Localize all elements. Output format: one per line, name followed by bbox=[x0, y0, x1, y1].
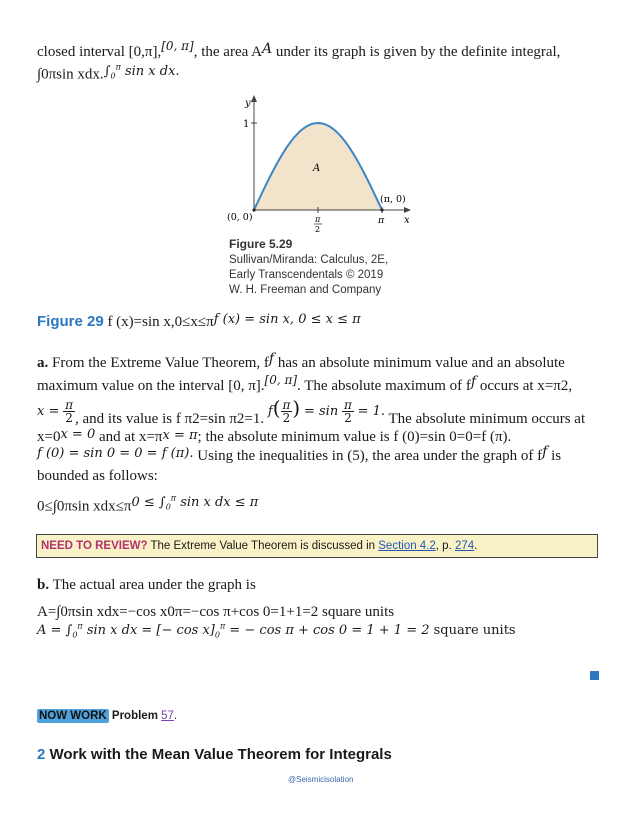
section-4-2-link[interactable]: Section 4.2 bbox=[378, 540, 436, 552]
part-a-line-1: a. From the Extreme Value Theorem, ff has an absolute minimum value and an absolute bbox=[37, 351, 565, 371]
page-274-link[interactable]: 274 bbox=[454, 540, 475, 552]
y-axis-arrow bbox=[251, 95, 257, 102]
end-point-label: (π, 0) bbox=[380, 194, 406, 205]
section-number: 2 bbox=[37, 746, 46, 763]
intro-line-2: ∫0πsin $xdx.\int_0^\pi$ sin x dx. bbox=[37, 63, 180, 83]
y-tick-label: 1 bbox=[243, 119, 250, 130]
part-a-line-4: x=0x = 0 and at x=πx = π; the absolute minimum value is f (0)=sin 0=0=f (π). bbox=[37, 427, 512, 445]
region-label: A bbox=[313, 163, 321, 174]
part-a-line-3: x = $\frac{\pi}{2}$ , and its value is f π2=sin π2=1. f( $\frac{\pi}{2}$ ) = sin $\frac{\pi}{2}$ = 1. The absolute minimum occurs at bbox=[37, 396, 586, 427]
end-of-example-marker bbox=[590, 671, 599, 680]
origin-label: (0, 0) bbox=[227, 212, 253, 223]
x-tick-mid-num: π bbox=[315, 215, 321, 224]
review-note: NEED TO REVIEW? The Extreme Value Theorem is discussed in Section 4.2, p. 274. bbox=[36, 534, 598, 558]
origin-point bbox=[252, 208, 255, 211]
part-a-line-6: bounded as follows: bbox=[37, 468, 158, 484]
part-a-line-2: maximum value on the interval [0, π].[0, π]. The absolute maximum of ff occurs at x=π2, bbox=[37, 373, 573, 394]
end-point bbox=[380, 208, 383, 211]
part-b-line-1: b. The actual area under the graph is bbox=[37, 577, 256, 593]
caption-title: Figure 5.29 bbox=[229, 237, 293, 251]
intro-line-1: closed interval [0,π],[0, π], the area AA under its graph is given by the definite integral, bbox=[37, 39, 561, 60]
x-axis-label: x bbox=[404, 215, 410, 226]
review-note-tag: NEED TO REVIEW? bbox=[41, 540, 148, 552]
caption-line-2: Sullivan/Miranda: Calculus, 2E, bbox=[229, 254, 389, 266]
part-a-inequality: 0≤∫0πsin $xdx\le\pi 0 \le \int_0^\pi$ sin x dx ≤ π bbox=[37, 494, 259, 515]
section-heading bbox=[37, 746, 392, 763]
figure-label: Figure 29 f (x)=sin x,0≤x≤πf (x) = sin x, 0 ≤ x ≤ π bbox=[37, 312, 361, 330]
watermark: @Seismicisolation bbox=[288, 775, 354, 784]
figure-caption bbox=[229, 237, 388, 298]
part-a-line-5: f (0) = sin 0 = 0 = f (π). Using the inequalities in (5), the area under the graph of ff is bbox=[37, 444, 562, 464]
caption-line-3: Early Transcendentals © 2019 bbox=[229, 269, 384, 281]
y-axis-label: y bbox=[245, 98, 251, 109]
x-axis-arrow bbox=[404, 207, 411, 213]
problem-57-link[interactable]: 57 bbox=[161, 710, 174, 722]
x-tick-mid-den: 2 bbox=[315, 225, 321, 234]
caption-line-4: W. H. Freeman and Company bbox=[229, 284, 382, 296]
now-work-line: NOW WORK Problem 57. bbox=[39, 710, 178, 722]
section-title: Work with the Mean Value Theorem for Integrals bbox=[45, 746, 392, 763]
part-b-line-2: A=∫0πsin xdx=−cos x0π=−cos π+cos 0=1+1=2 square units bbox=[37, 604, 395, 620]
x-tick-end-label: π bbox=[378, 215, 385, 226]
part-b-area-equation: $A = \int_0^\pi$ sin x dx = [− $\cos x]_0^\pi$ = − cos π + cos 0 = 1 + 1 = 2 square units bbox=[37, 622, 516, 640]
figure-number: Figure 29 bbox=[37, 313, 104, 330]
now-work-tag: NOW WORK bbox=[39, 710, 107, 722]
